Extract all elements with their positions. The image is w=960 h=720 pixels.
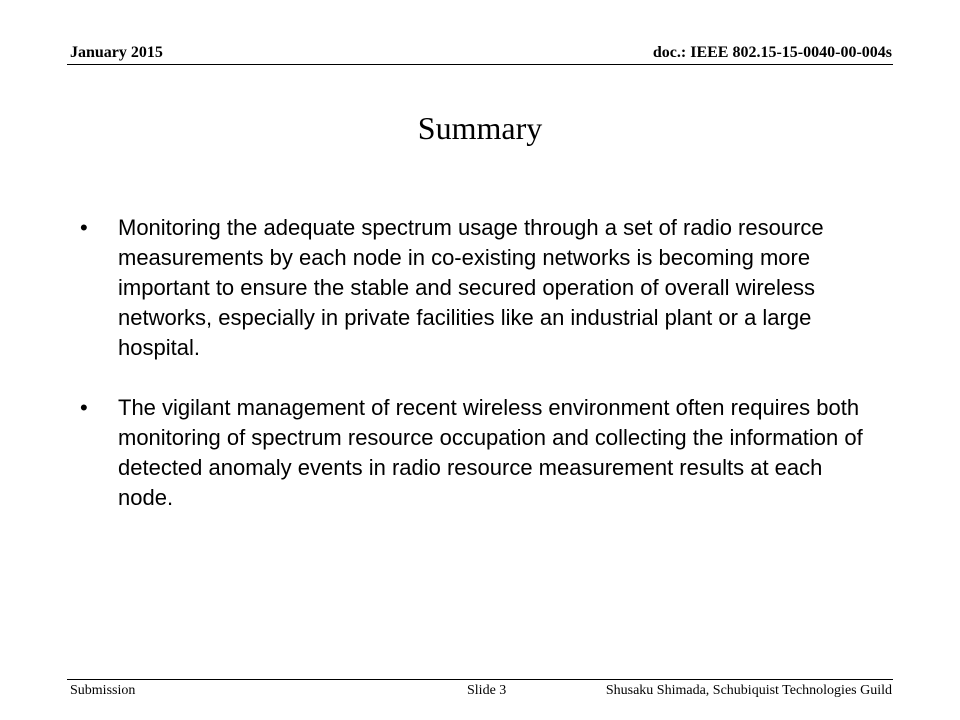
footer-author: Shusaku Shimada, Schubiquist Technologies Guild	[605, 683, 892, 698]
header-doc-id: doc.: IEEE 802.15-15-0040-00-004s	[652, 44, 892, 61]
bullet-text: Monitoring the adequate spectrum usage through a set of radio resource measurements by each node in co-existing networks is becoming more important to ensure the stable and secured operation of overall wireless networks, especially in private facilities like an industrial plant or a large hospital.	[118, 215, 824, 360]
slide-title: Summary	[417, 110, 543, 146]
header-divider	[67, 64, 893, 65]
footer-divider	[67, 679, 893, 680]
bullet-icon: •	[80, 215, 88, 240]
bullet-item	[80, 213, 880, 363]
bullet-list	[80, 213, 880, 543]
bullet-item	[80, 393, 880, 513]
footer-slide-number: Slide 3	[467, 683, 507, 698]
bullet-text: The vigilant management of recent wireless environment often requires both monitoring of spectrum resource occupation and collecting the information of detected anomaly events in radio resource measurement results at each node.	[118, 395, 863, 510]
footer-submission: Submission	[70, 683, 136, 698]
header-date: January 2015	[70, 44, 163, 61]
bullet-icon: •	[80, 395, 88, 420]
